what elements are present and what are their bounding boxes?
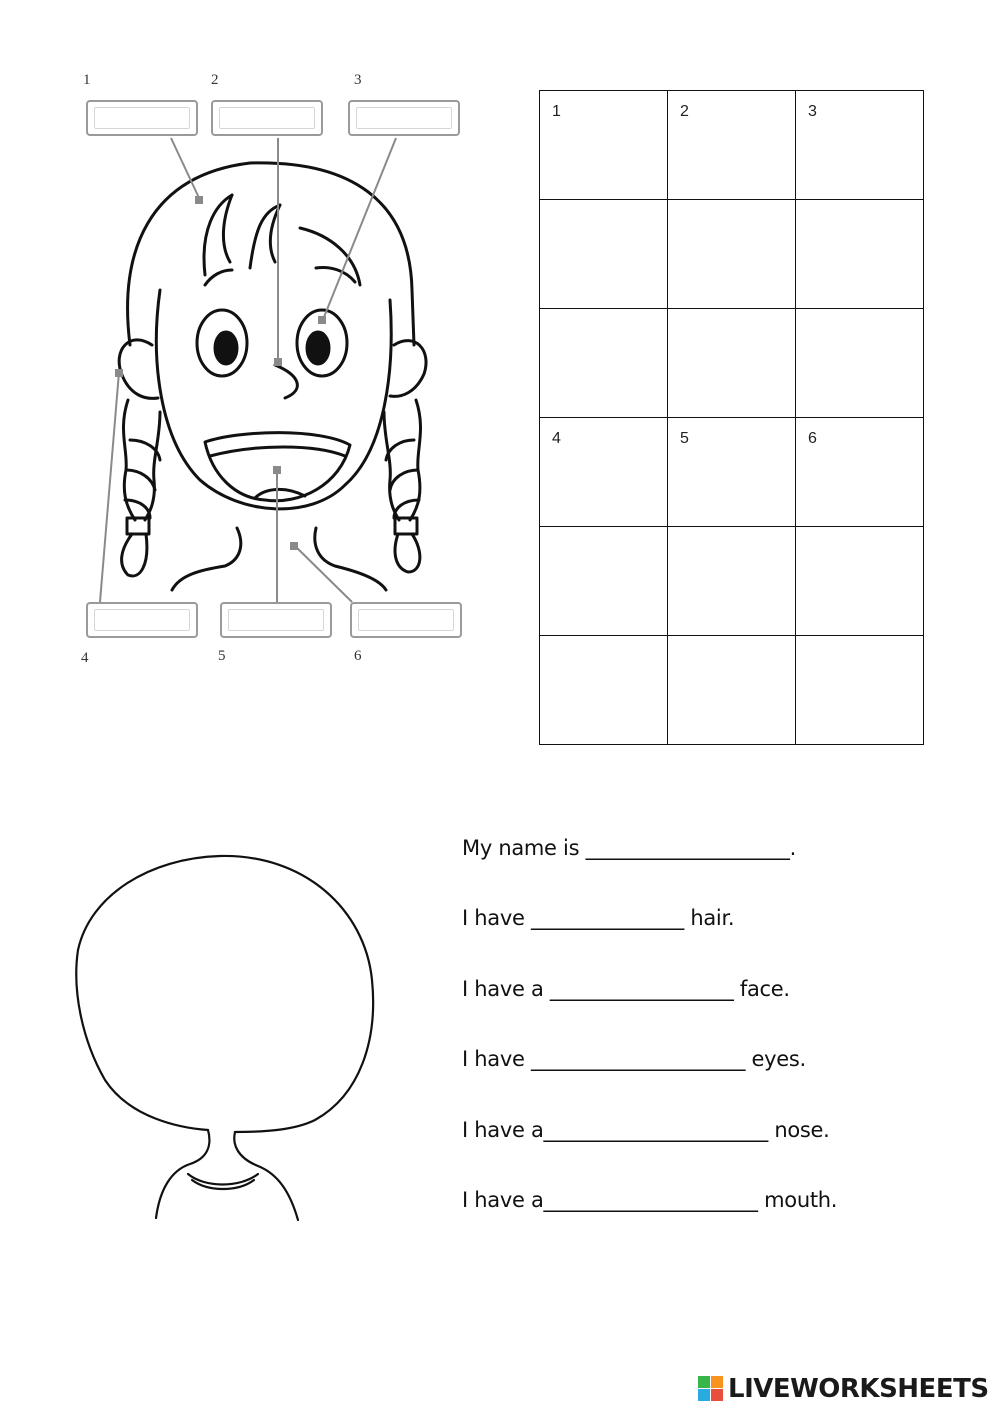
grid-number-5: 5: [680, 430, 689, 447]
sentence-hair[interactable]: I have _______________ hair.: [462, 906, 735, 930]
girl-face-illustration: [0, 0, 520, 700]
grid-cell[interactable]: [668, 636, 796, 745]
face-outline: [156, 290, 391, 509]
grid-cell[interactable]: [796, 309, 924, 418]
grid-cell[interactable]: [668, 527, 796, 636]
grid-number-1: 1: [552, 103, 561, 120]
right-ear: [390, 341, 426, 397]
grid-cell-5[interactable]: [668, 418, 796, 527]
sentence-face[interactable]: I have a __________________ face.: [462, 977, 790, 1001]
grid-cell[interactable]: [668, 309, 796, 418]
label-number-6: 6: [354, 648, 362, 664]
grid-number-4: 4: [552, 430, 561, 447]
blank-head-drawing[interactable]: [60, 840, 390, 1230]
sentence-nose[interactable]: I have a______________________ nose.: [462, 1118, 830, 1142]
grid-cell[interactable]: [540, 636, 668, 745]
liveworksheets-logo-icon: [698, 1376, 724, 1402]
head-outline: [76, 856, 373, 1132]
label-number-2: 2: [211, 72, 219, 88]
left-ear: [119, 340, 158, 399]
grid-cell[interactable]: [540, 200, 668, 309]
label-number-5: 5: [218, 648, 226, 664]
grid-cell-2[interactable]: [668, 91, 796, 200]
label-number-1: 1: [83, 72, 91, 88]
grid-cell[interactable]: [540, 309, 668, 418]
sentence-name[interactable]: My name is ____________________.: [462, 836, 796, 860]
label-number-3: 3: [354, 72, 362, 88]
liveworksheets-name: LIVEWORKSHEETS: [728, 1374, 989, 1404]
grid-cell-4[interactable]: [540, 418, 668, 527]
nose: [275, 365, 297, 398]
answer-grid: [539, 90, 924, 745]
grid-cell[interactable]: [796, 636, 924, 745]
grid-cell[interactable]: [796, 527, 924, 636]
grid-cell-3[interactable]: [796, 91, 924, 200]
grid-cell[interactable]: [796, 200, 924, 309]
grid-number-6: 6: [808, 430, 817, 447]
grid-number-2: 2: [680, 103, 689, 120]
grid-number-3: 3: [808, 103, 817, 120]
liveworksheets-logo: [698, 1374, 989, 1404]
grid-cell[interactable]: [540, 527, 668, 636]
sentence-mouth[interactable]: I have a_____________________ mouth.: [462, 1188, 838, 1212]
grid-cell-6[interactable]: [796, 418, 924, 527]
grid-cell-1[interactable]: [540, 91, 668, 200]
label-number-4: 4: [81, 650, 89, 666]
sentence-eyes[interactable]: I have _____________________ eyes.: [462, 1047, 806, 1071]
grid-cell[interactable]: [668, 200, 796, 309]
